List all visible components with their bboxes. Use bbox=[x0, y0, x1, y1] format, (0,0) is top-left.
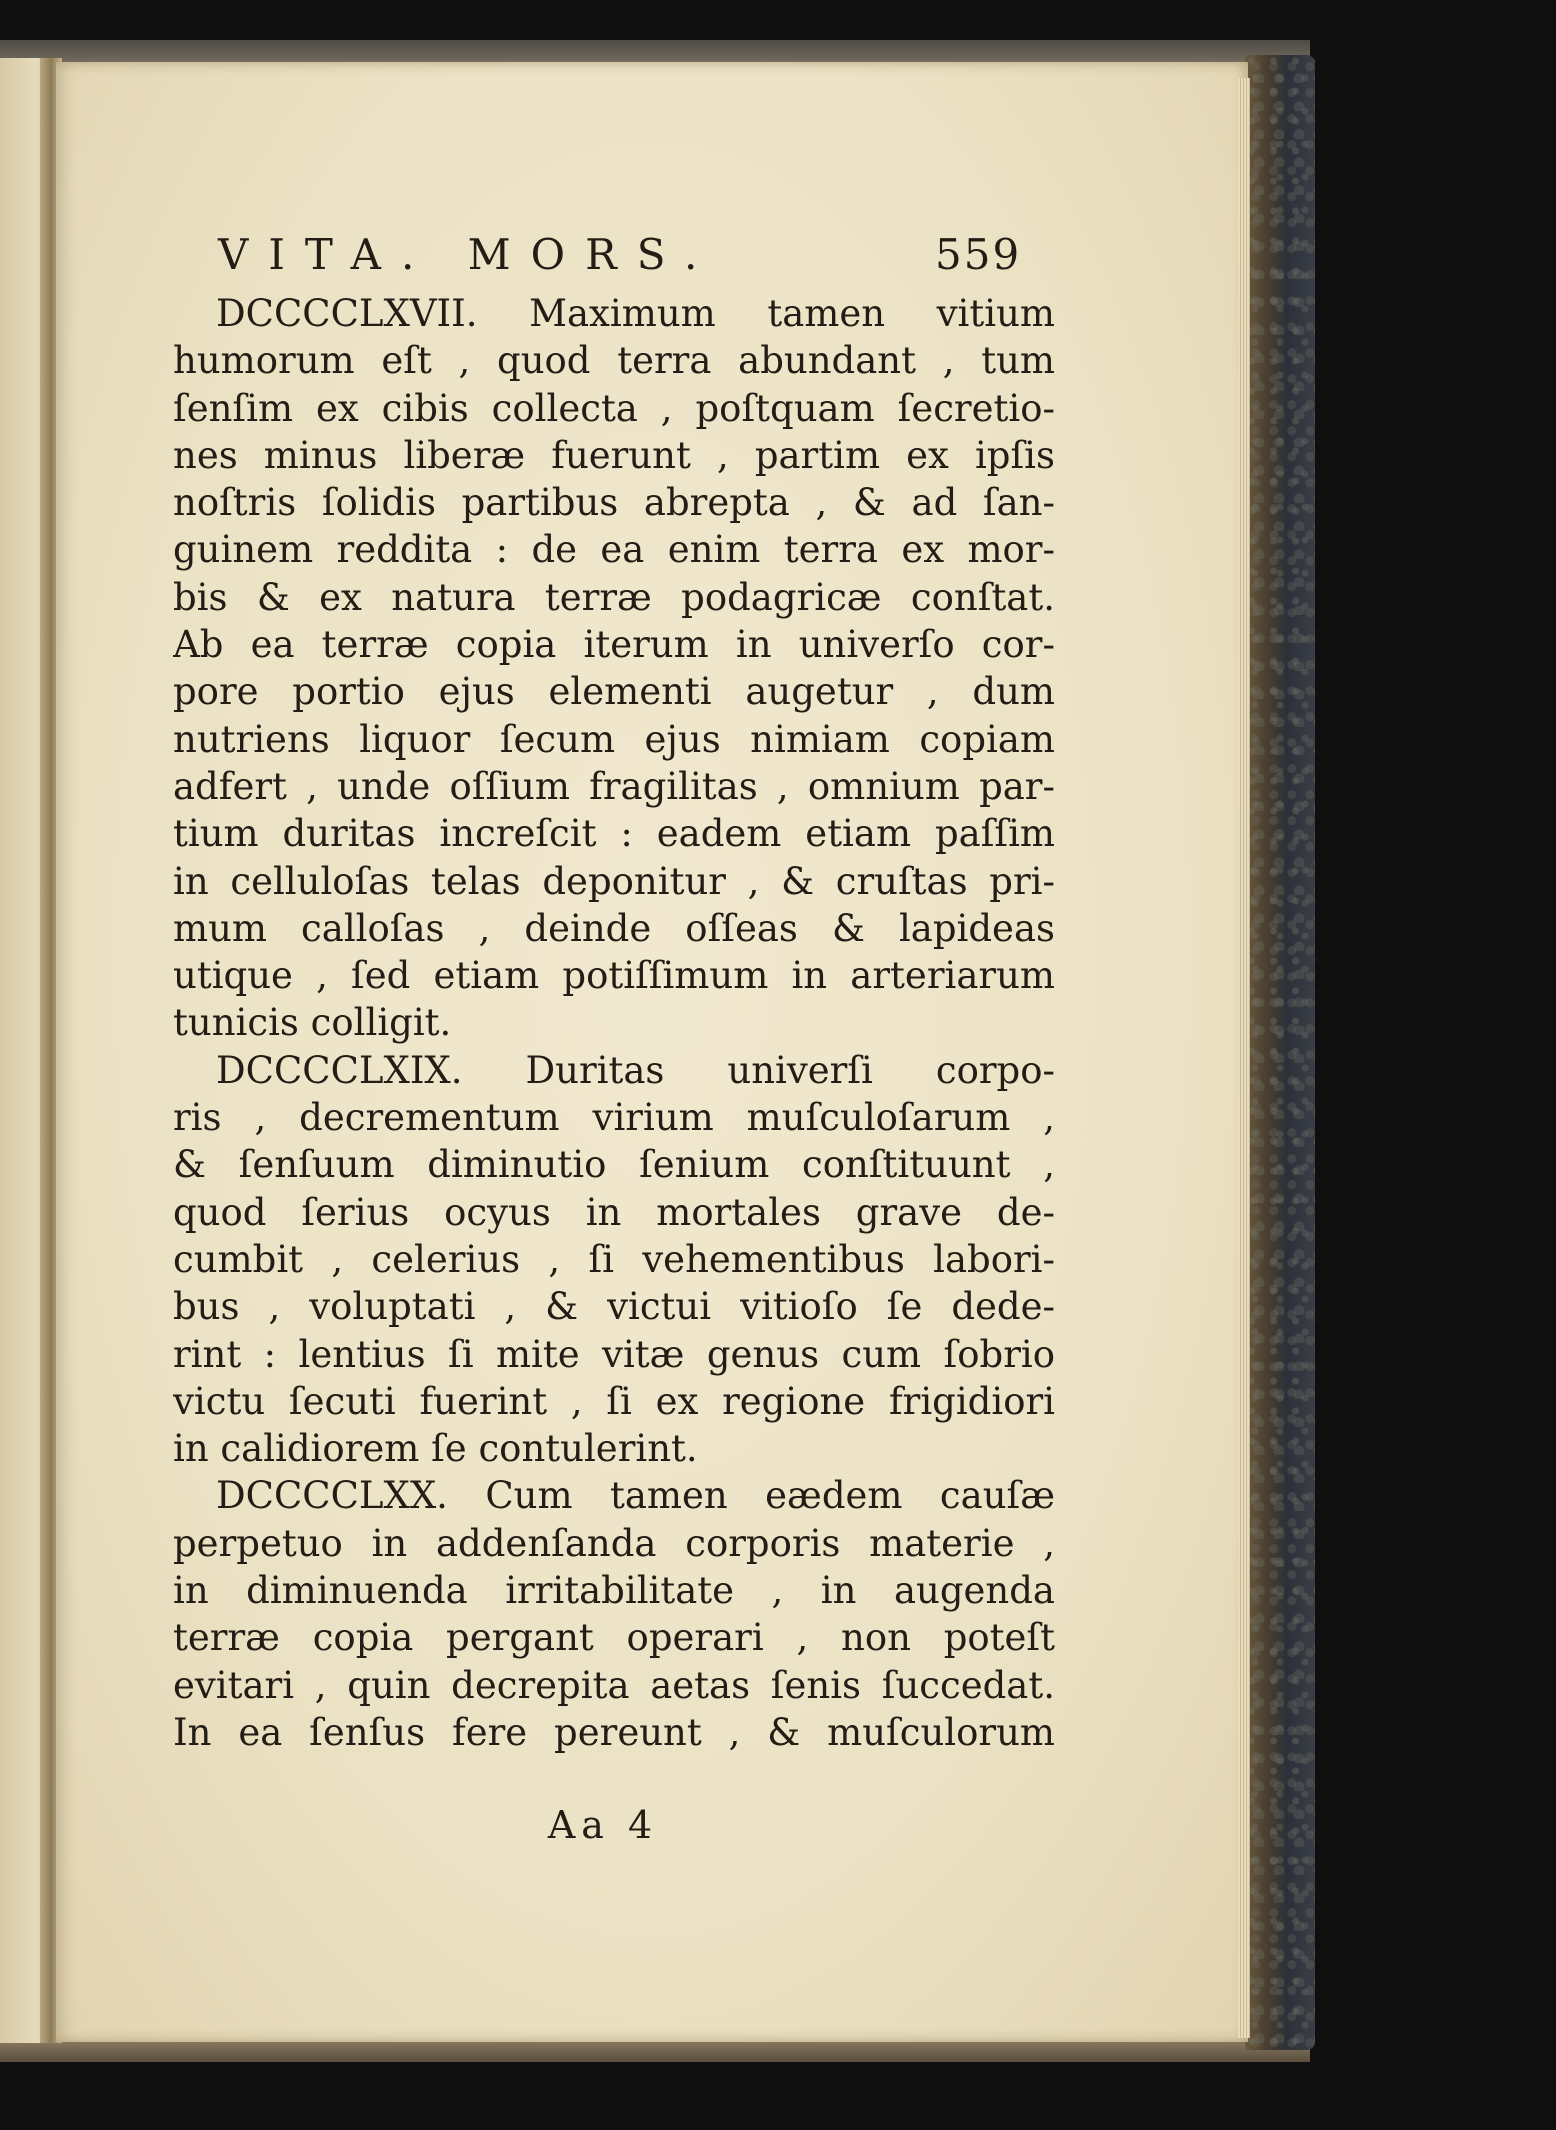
text-line: perpetuo in addenſanda corporis materie , bbox=[173, 1521, 1055, 1565]
text-line: nes minus liberæ fuerunt , partim ex ipſis bbox=[173, 433, 1055, 477]
text-line: in celluloſas telas deponitur , & cruſtas pri- bbox=[173, 859, 1055, 903]
text-line: guinem reddita : de ea enim terra ex mor- bbox=[173, 528, 1055, 572]
text-line: tium duritas increſcit : eadem etiam paſſim bbox=[173, 812, 1055, 856]
text-line: humorum eſt , quod terra abundant , tum bbox=[173, 339, 1055, 383]
text-line: bis & ex natura terræ podagricæ conſtat. bbox=[173, 575, 1055, 619]
text-line: quod ſerius ocyus in mortales grave de- bbox=[173, 1190, 1055, 1234]
paragraph-first-line: DCCCCLXVII. Maximum tamen vitium bbox=[216, 292, 1055, 335]
text-line: in diminuenda irritabilitate , in augenda bbox=[173, 1569, 1055, 1613]
book-cover-board bbox=[1245, 55, 1315, 2050]
text-line: pore portio ejus elementi augetur , dum bbox=[173, 670, 1055, 714]
signature-mark-text: Aa 4 bbox=[547, 1803, 659, 1847]
text-line: tunicis colligit. bbox=[173, 1001, 452, 1045]
text-line: mum calloſas , deinde oſſeas & lapideas bbox=[173, 906, 1055, 950]
text-line: noſtris ſolidis partibus abrepta , & ad ſan- bbox=[173, 481, 1055, 525]
page-number: 559 bbox=[935, 230, 1022, 279]
text-line: in calidiorem ſe contulerint. bbox=[173, 1427, 698, 1471]
text-line: utique , ſed etiam potiſſimum in arteriarum bbox=[173, 954, 1055, 998]
paragraph-first-line: DCCCCLXIX. Duritas univerſi corpo- bbox=[216, 1048, 1055, 1092]
signature-mark bbox=[173, 1803, 1053, 1847]
text-line: terræ copia pergant operari , non poteſt bbox=[173, 1616, 1055, 1660]
book-bottom-edge bbox=[0, 2040, 1310, 2062]
text-line: bus , voluptati , & victui vitioſo ſe dede- bbox=[173, 1285, 1055, 1329]
text-line: cumbit , celerius , ſi vehementibus labori- bbox=[173, 1237, 1055, 1281]
text-line: nutriens liquor ſecum ejus nimiam copiam bbox=[173, 717, 1055, 761]
text-line: ris , decrementum virium muſculoſarum , bbox=[173, 1096, 1055, 1140]
text-line: adfert , unde oſſium fragilitas , omnium par- bbox=[173, 764, 1055, 808]
text-line: rint : lentius ſi mite vitæ genus cum ſobrio bbox=[173, 1332, 1055, 1376]
page-fore-edge bbox=[1238, 78, 1250, 2038]
text-line: evitari , quin decrepita aetas ſenis ſuccedat. bbox=[173, 1663, 1055, 1707]
running-head bbox=[173, 228, 1053, 290]
text-line: ſenſim ex cibis collecta , poſtquam ſecretio- bbox=[173, 386, 1055, 430]
body-text bbox=[173, 290, 1053, 1756]
page-text-block bbox=[173, 228, 1055, 1847]
text-line: victu ſecuti fuerint , ſi ex regione frigidiori bbox=[173, 1379, 1055, 1423]
running-head-title: VITA. MORS. bbox=[218, 230, 718, 279]
text-line: & ſenſuum diminutio ſenium conſtituunt , bbox=[173, 1143, 1055, 1187]
paragraph-first-line: DCCCCLXX. Cum tamen eædem cauſæ bbox=[216, 1474, 1055, 1518]
text-line: Ab ea terræ copia iterum in univerſo cor- bbox=[173, 623, 1055, 667]
text-line: In ea ſenſus fere pereunt , & muſculorum bbox=[173, 1710, 1055, 1754]
